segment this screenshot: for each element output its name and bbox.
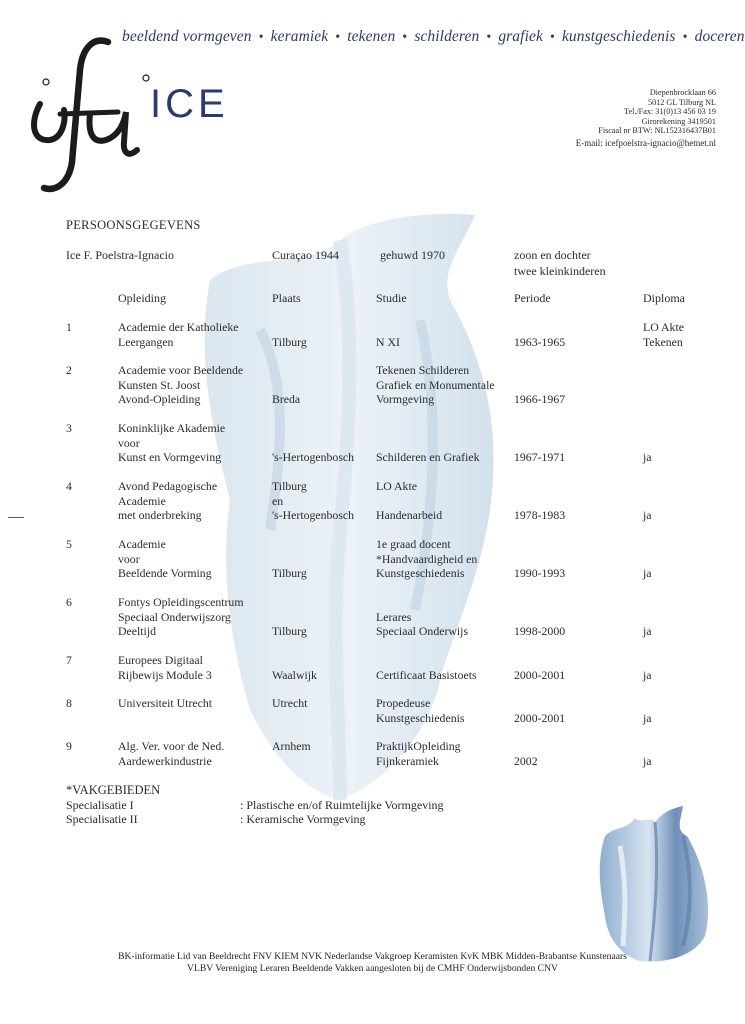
cell-line: Schilderen en Grafiek (376, 450, 480, 465)
cell-diploma (643, 421, 652, 465)
cell-line: 1990-1993 (514, 566, 566, 581)
tagline-item: schilderen (414, 28, 480, 45)
cell-opleiding (118, 653, 212, 682)
children-line: zoon en dochter (514, 248, 591, 262)
cell-studie (376, 421, 480, 465)
person-married: gehuwd 1970 (380, 248, 445, 262)
cell-periode (514, 696, 565, 725)
cell-line (643, 696, 652, 711)
cell-line: Tekenen Schilderen (376, 363, 470, 377)
cell-line: N XI (376, 334, 400, 349)
cell-line: voor (118, 551, 140, 566)
cell-line (272, 610, 307, 625)
person-children (514, 248, 606, 279)
cell-line: Breda (272, 392, 301, 407)
cell-line (514, 739, 538, 754)
cell-line (514, 653, 565, 668)
tagline-item: doceren (694, 28, 745, 45)
address-block (576, 88, 716, 149)
person-name: Ice F. Poelstra-Ignacio (66, 248, 174, 262)
cell-plaats (272, 696, 307, 725)
cell-line: 2000-2001 (514, 710, 566, 725)
cell-line: Academie voor Beeldende (118, 363, 244, 377)
address-line: Girorekening 3419501 (641, 116, 716, 126)
cell-line: Deeltijd (118, 624, 157, 639)
cell-opleiding (118, 479, 217, 523)
cell-line: LO Akte (376, 479, 417, 493)
row-number: 8 (66, 696, 72, 710)
cell-line (643, 436, 652, 451)
cell-line: ja (643, 710, 652, 725)
cell-opleiding (118, 421, 225, 465)
cell-line: Tekenen (643, 334, 683, 349)
cell-studie (376, 363, 495, 407)
cell-line: en (272, 493, 284, 508)
address-line: Tel./Fax: 31(0)13 456 03 19 (624, 107, 716, 117)
cell-line: Tilburg (272, 334, 307, 349)
tagline-separator: • (402, 30, 408, 45)
cell-line (514, 610, 565, 625)
cell-line: Kunstgeschiedenis (376, 710, 465, 725)
cell-diploma (643, 739, 652, 768)
address-line: Diepenbrocklaan 66 (649, 88, 716, 97)
cell-studie (376, 479, 442, 523)
cell-line: Tilburg (272, 566, 307, 581)
vakgebieden-title: *VAKGEBIEDEN (66, 783, 161, 797)
cell-line: *Handvaardigheid en (376, 551, 478, 566)
cell-line (643, 494, 652, 509)
cell-line (272, 436, 354, 451)
vak-label: Specialisatie II (66, 812, 138, 826)
brand-wordmark: ICE (150, 82, 229, 126)
cell-line: 1978-1983 (514, 508, 566, 523)
tagline-separator: • (549, 30, 555, 45)
tagline (122, 28, 745, 46)
cell-line (514, 421, 565, 436)
person-birth: Curaçao 1944 (272, 248, 339, 262)
row-number: 9 (66, 739, 72, 753)
cell-periode (514, 320, 565, 349)
footer-line: VLBV Vereniging Leraren Beeldende Vakken aangesloten bij de CMHF Onderwijsbonden CNV (187, 962, 558, 974)
tagline-separator: • (682, 30, 688, 45)
vak-value: : Keramische Vormgeving (240, 812, 366, 826)
cell-line: 2002 (514, 753, 538, 768)
cell-periode (514, 595, 565, 639)
cell-diploma (643, 363, 646, 407)
cell-periode (514, 537, 565, 581)
cell-line: Grafiek en Monumentale (376, 377, 495, 392)
logo-icon (22, 32, 152, 197)
cell-opleiding (118, 537, 212, 581)
cell-diploma (643, 595, 652, 639)
tagline-item: beeldend vormgeven (122, 28, 252, 45)
tagline-separator: • (486, 30, 492, 45)
cell-plaats (272, 421, 354, 465)
cell-studie (376, 739, 461, 768)
cell-studie (376, 595, 468, 639)
cell-line: Alg. Ver. voor de Ned. (118, 739, 225, 753)
row-number: 5 (66, 537, 72, 551)
cell-line (643, 363, 646, 378)
cell-diploma (643, 696, 652, 725)
cell-line: Vormgeving (376, 392, 435, 407)
cell-line (514, 363, 565, 378)
cell-line: ja (643, 508, 652, 523)
cell-line (376, 320, 400, 335)
cell-line: Europees Digitaal (118, 653, 203, 667)
cell-line (272, 595, 307, 610)
cell-periode (514, 479, 565, 523)
vak-value: : Plastische en/of Ruimtelijke Vormgeving (240, 798, 444, 812)
tagline-item: grafiek (498, 28, 543, 45)
cell-line: Rijbewijs Module 3 (118, 667, 212, 682)
col-header-plaats: Plaats (272, 291, 301, 305)
cell-line (376, 653, 477, 668)
cell-opleiding (118, 739, 224, 768)
cell-line (514, 552, 565, 567)
cell-line (272, 421, 354, 436)
cell-line: Speciaal Onderwijs (376, 624, 469, 639)
cell-line: voor (118, 435, 140, 450)
cell-line: ja (643, 753, 652, 768)
cell-line (272, 653, 317, 668)
sculpture-image (595, 806, 720, 966)
cell-plaats (272, 537, 307, 581)
cell-line (643, 392, 646, 407)
cell-line: LO Akte (643, 320, 684, 334)
cell-line: Aardewerkindustrie (118, 753, 212, 768)
cell-line (272, 363, 300, 378)
cell-line (376, 436, 480, 451)
tagline-separator: • (258, 30, 264, 45)
tagline-item: tekenen (347, 28, 396, 45)
cell-line (272, 552, 307, 567)
cell-diploma (643, 653, 652, 682)
cell-line: Kunst en Vormgeving (118, 450, 222, 465)
cell-line: Tilburg (272, 479, 307, 493)
address-line: Fiscaal nr BTW: NL152316437B01 (598, 126, 716, 136)
col-header-opleiding: Opleiding (118, 291, 166, 305)
margin-tick (8, 517, 24, 518)
cell-line: Handenarbeid (376, 508, 443, 523)
cell-line: Kunstgeschiedenis (376, 566, 465, 581)
cell-studie (376, 320, 400, 349)
cell-line (643, 610, 652, 625)
cell-line (272, 320, 307, 335)
cell-line: 's-Hertogenbosch (272, 450, 355, 465)
cell-line: Speciaal Onderwijszorg (118, 609, 231, 624)
cell-periode (514, 653, 565, 682)
cell-studie (376, 696, 464, 725)
cell-plaats (272, 363, 300, 407)
cell-line: met onderbreking (118, 508, 202, 523)
cell-line: Academie (118, 537, 166, 551)
cell-line (514, 320, 565, 335)
row-number: 2 (66, 363, 72, 377)
cell-line: ja (643, 624, 652, 639)
cell-periode (514, 739, 538, 768)
cell-periode (514, 421, 565, 465)
cell-line (514, 494, 565, 509)
cell-line (272, 711, 307, 726)
cell-line (514, 537, 565, 552)
tagline-item: kunstgeschiedenis (561, 28, 676, 45)
cell-line (272, 754, 311, 769)
footer-memberships (0, 951, 745, 974)
cell-line: 2000-2001 (514, 667, 566, 682)
cell-line: Kunsten St. Joost (118, 377, 201, 392)
cell-line (643, 479, 652, 494)
email-address: E-mail: icefpoelstra-ignacio@hetnet.nl (575, 137, 716, 148)
cell-line: Avond-Opleiding (118, 392, 201, 407)
footer-line: BK-informatie Lid van Beeldrecht FNV KIEM NVK Nederlandse Vakgroep Keramisten KvK MBK Midden-Brabantse Kunstenaars (118, 951, 627, 962)
cell-line (118, 711, 212, 726)
row-number: 3 (66, 421, 72, 435)
cell-line: Utrecht (272, 696, 308, 710)
cell-plaats (272, 653, 317, 682)
cell-line (643, 378, 646, 393)
cell-line: Fontys Opleidingscentrum (118, 595, 244, 609)
col-header-periode: Periode (514, 291, 551, 305)
cell-opleiding (118, 363, 243, 407)
row-number: 6 (66, 595, 72, 609)
address-line: 5012 GL Tilburg NL (647, 97, 716, 107)
cell-line (643, 653, 652, 668)
cell-line (514, 436, 565, 451)
cell-line: Waalwijk (272, 667, 317, 682)
cell-line: Leergangen (118, 334, 174, 349)
cell-diploma (643, 537, 652, 581)
cell-line: Koninklijke Akademie (118, 421, 226, 435)
cell-line: Certificaat Basistoets (376, 667, 477, 682)
cell-line: Academie (118, 493, 166, 508)
cell-line (643, 595, 652, 610)
cell-line: Universiteit Utrecht (118, 696, 213, 710)
cell-line: 1966-1967 (514, 392, 566, 407)
cell-line (514, 595, 565, 610)
sculpture-watermark (190, 210, 520, 810)
cell-plaats (272, 595, 307, 639)
cell-line (272, 378, 300, 393)
cell-line: Lerares (376, 609, 412, 624)
row-number: 4 (66, 479, 72, 493)
cell-line (272, 537, 307, 552)
cell-line (643, 421, 652, 436)
cell-line (376, 494, 442, 509)
row-number: 7 (66, 653, 72, 667)
cell-plaats (272, 320, 307, 349)
children-line: twee kleinkinderen (514, 264, 606, 278)
cell-periode (514, 363, 565, 407)
cell-line: Academie der Katholieke (118, 320, 239, 334)
cell-line: Arnhem (272, 739, 311, 753)
cell-opleiding (118, 320, 239, 349)
cell-line (514, 479, 565, 494)
cell-plaats (272, 479, 354, 523)
cell-line: Avond Pedagogische (118, 479, 218, 493)
cell-line: Tilburg (272, 624, 307, 639)
cell-line: Fijnkeramiek (376, 753, 439, 768)
cell-studie (376, 653, 477, 682)
row-number: 1 (66, 320, 72, 334)
cell-plaats (272, 739, 311, 768)
cell-line: 1998-2000 (514, 624, 566, 639)
cell-line: ja (643, 667, 652, 682)
cell-line: 1967-1971 (514, 450, 566, 465)
cell-line: 1963-1965 (514, 334, 566, 349)
cell-line: 's-Hertogenbosch (272, 508, 355, 523)
cell-line (514, 696, 565, 711)
cell-line (643, 552, 652, 567)
tagline-separator: • (335, 30, 341, 45)
cell-line (643, 739, 652, 754)
cell-line: ja (643, 566, 652, 581)
cell-line (514, 378, 565, 393)
cell-line (376, 421, 480, 436)
cell-opleiding (118, 696, 212, 725)
cell-line: Beeldende Vorming (118, 566, 212, 581)
tagline-item: keramiek (270, 28, 329, 45)
cell-line (376, 595, 468, 610)
cell-diploma (643, 479, 652, 523)
section-title-persoonsgegevens: PERSOONSGEGEVENS (66, 218, 201, 232)
cell-studie (376, 537, 477, 581)
cell-line (643, 537, 652, 552)
vak-label: Specialisatie I (66, 798, 134, 812)
cell-line: PraktijkOpleiding (376, 739, 461, 753)
cell-line: 1e graad docent (376, 537, 451, 551)
col-header-diploma: Diploma (643, 291, 685, 305)
col-header-studie: Studie (376, 291, 407, 305)
cell-opleiding (118, 595, 244, 639)
cell-line: Propedeuse (376, 696, 431, 710)
cell-diploma (643, 320, 684, 349)
cell-line: ja (643, 450, 652, 465)
